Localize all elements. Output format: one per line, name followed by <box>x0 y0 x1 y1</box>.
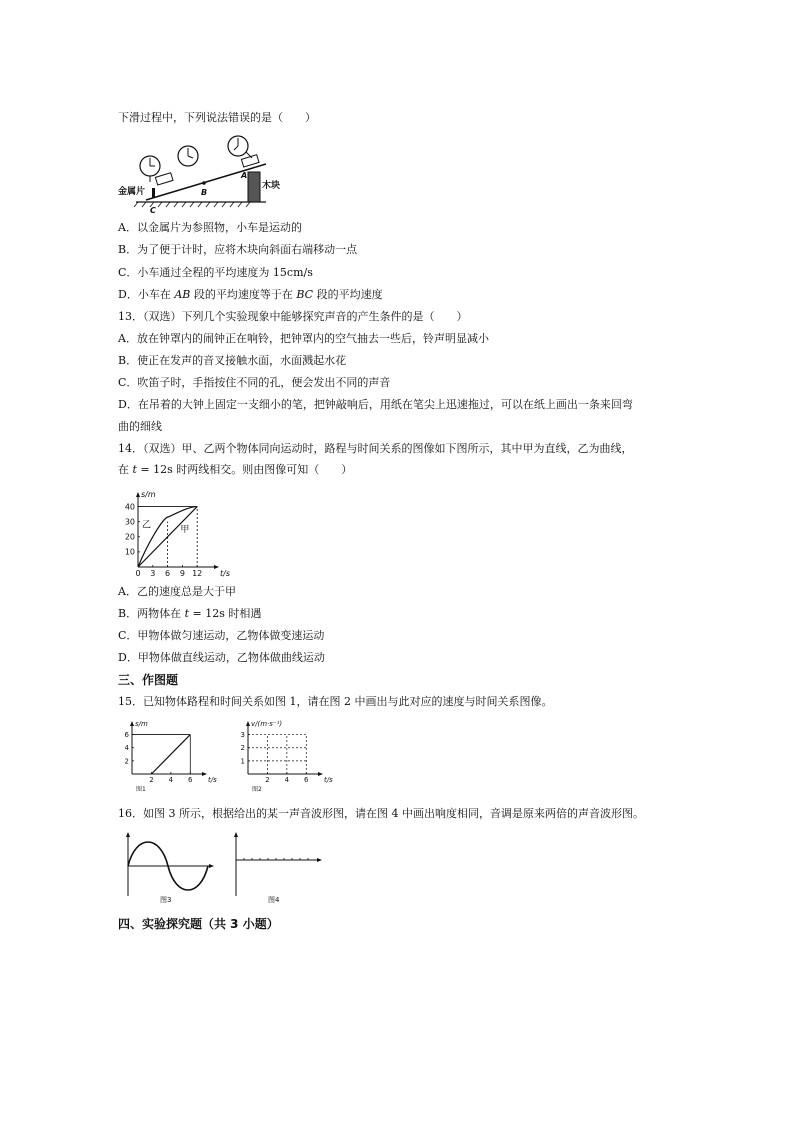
series-label-jia: 甲 <box>180 525 190 536</box>
option-a: A．以金属片为参照物，小车是运动的 <box>118 221 302 234</box>
clock-icon <box>228 136 252 158</box>
option-b: B．为了便于计时，应将木块向斜面右端移动一点 <box>118 243 358 256</box>
series-label-yi: 乙 <box>141 520 151 531</box>
option-d: D．在吊着的大钟上固定一支细小的笔，把钟敲响后，用纸在笔尖上迅速拖过，可以在纸上画出一条来回弯 <box>118 398 633 411</box>
x-tick-label: 4 <box>284 776 290 784</box>
x-tick-label: 12 <box>192 569 203 578</box>
chart-14-s-t <box>116 485 230 580</box>
x-tick-label: 9 <box>179 569 185 578</box>
option-d: D．甲物体做直线运动，乙物体做曲线运动 <box>118 651 325 664</box>
y-axis-arrow <box>130 721 134 726</box>
y-tick-label: 40 <box>124 502 135 512</box>
label-point-b: B <box>201 188 208 197</box>
option-d-continuation: 曲的细线 <box>118 420 162 433</box>
y-axis-label: v/(m·s⁻¹) <box>251 720 283 728</box>
y-tick-label: 6 <box>124 731 129 740</box>
x-axis-arrow <box>318 772 323 776</box>
section-heading: 四、实验探究题（共 3 小题） <box>118 917 279 931</box>
question-15-stem: 15．已知物体路程和时间关系如图 1，请在图 2 中画出与此对应的速度与时间关系图像。 <box>118 695 553 708</box>
incline-figure <box>116 136 281 216</box>
question-14-stem-line2: 在 t = 12s 时两线相交。则由图像可知（ ） <box>118 463 353 476</box>
x-tick-label: 0 <box>135 569 141 578</box>
x-axis-arrow <box>202 772 207 776</box>
option-d: D．小车在 AB 段的平均速度等于在 BC 段的平均速度 <box>118 288 383 301</box>
question-14-stem: 14．（双选）甲、乙两个物体同向运动时，路程与时间关系的图像如下图所示，其中甲为直线，乙为曲线， <box>118 442 633 455</box>
x-axis-label: t/s <box>324 776 333 784</box>
x-tick-label: 2 <box>265 776 270 784</box>
y-tick-label: 10 <box>124 547 135 557</box>
figure-caption: 图4 <box>268 896 280 904</box>
option-b: B．两物体在 t = 12s 时相遇 <box>118 607 262 620</box>
y-tick-label: 1 <box>240 757 245 766</box>
x-tick-label: 6 <box>188 776 193 784</box>
question-13-stem: 13．（双选）下列几个实验现象中能够探究声音的产生条件的是（ ） <box>118 310 468 323</box>
y-tick-label: 20 <box>124 532 135 542</box>
option-c: C．甲物体做匀速运动，乙物体做变速运动 <box>118 629 325 642</box>
option-a: A．放在钟罩内的闹钟正在响铃，把钟罩内的空气抽去一些后，铃声明显减小 <box>118 332 489 345</box>
clock-icon <box>178 146 198 166</box>
y-tick-label: 3 <box>240 731 245 740</box>
label-point-c: C <box>150 206 156 215</box>
x-axis-label: t/s <box>208 776 217 784</box>
option-c: C．吹笛子时，手指按住不同的孔，便会发出不同的声音 <box>118 376 391 389</box>
y-tick-label: 30 <box>124 517 135 527</box>
x-axis-label: t/s <box>220 569 230 578</box>
y-axis-arrow <box>246 721 250 726</box>
x-tick-label: 6 <box>165 569 171 578</box>
wave-figure-3 <box>116 830 216 902</box>
x-axis-arrow <box>214 565 219 569</box>
x-tick-label: 2 <box>149 776 154 784</box>
question-stem-continuation: 下滑过程中，下列说法错误的是（ ） <box>118 111 316 124</box>
figure-caption: 图3 <box>160 896 172 904</box>
wave-figure-4 <box>228 830 328 902</box>
option-c: C．小车通过全程的平均速度为 15cm/s <box>118 266 313 279</box>
y-tick-label: 2 <box>240 744 245 753</box>
label-metal-plate: 金属片 <box>118 187 146 197</box>
figure-caption: 图2 <box>252 786 262 793</box>
label-wood-block: 木块 <box>262 181 281 191</box>
label-point-a: A <box>241 171 248 180</box>
x-tick-label: 4 <box>168 776 174 784</box>
y-axis-label: s/m <box>135 720 148 728</box>
y-axis-label: s/m <box>141 490 156 499</box>
question-16-stem: 16．如图 3 所示，根据给出的某一声音波形图，请在图 4 中画出响度相同，音调是原来两倍的声音波形图。 <box>118 807 644 820</box>
series-line <box>151 735 190 774</box>
option-a: A．乙的速度总是大于甲 <box>118 585 236 598</box>
chart-fig2 <box>232 718 333 793</box>
y-axis-arrow <box>136 492 140 497</box>
chart-fig1 <box>116 718 217 793</box>
y-tick-label: 2 <box>124 757 129 766</box>
x-tick-label: 3 <box>150 569 156 578</box>
section-heading: 三、作图题 <box>118 673 179 687</box>
x-tick-label: 6 <box>304 776 309 784</box>
y-tick-label: 4 <box>124 744 129 753</box>
figure-caption: 图1 <box>136 786 146 793</box>
option-b: B．使正在发声的音叉接触水面，水面溅起水花 <box>118 354 347 367</box>
